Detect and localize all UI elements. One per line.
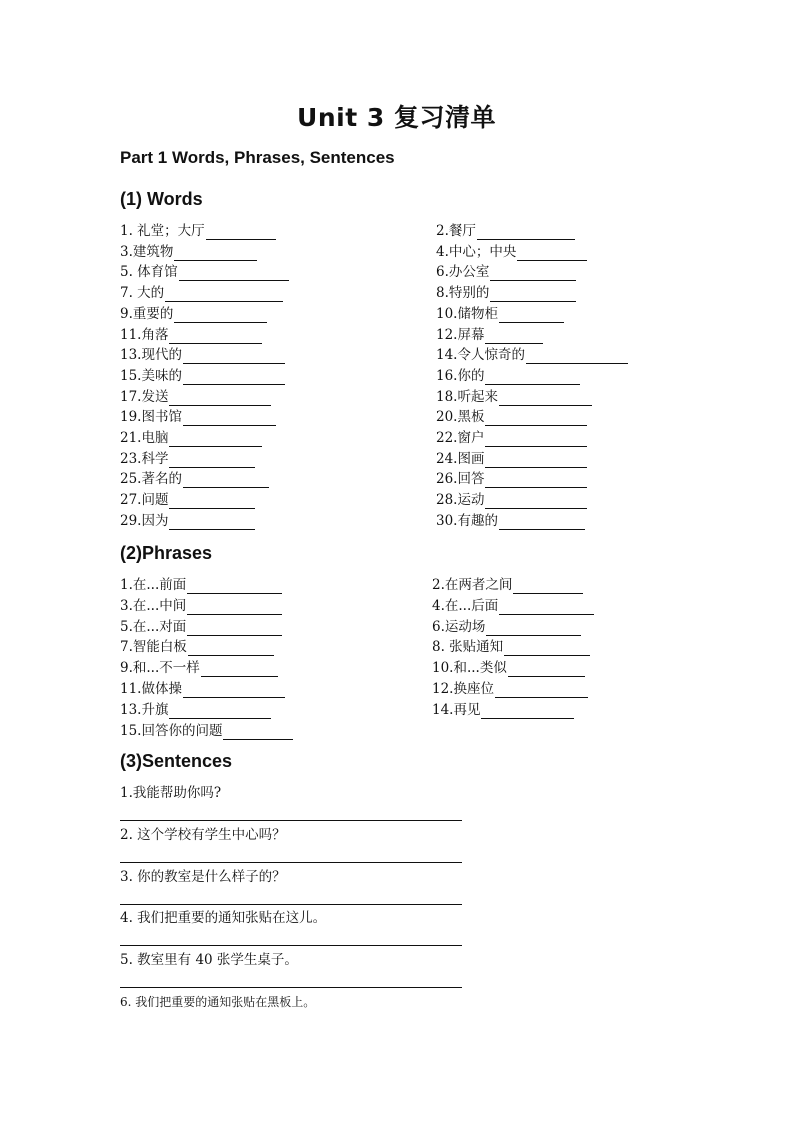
answer-blank[interactable] xyxy=(504,641,590,656)
word-item xyxy=(436,470,587,488)
answer-blank[interactable] xyxy=(485,329,543,344)
answer-blank[interactable] xyxy=(183,473,269,488)
word-item xyxy=(436,512,585,530)
word-item xyxy=(436,388,592,406)
part-heading: Part 1 Words, Phrases, Sentences xyxy=(120,148,395,167)
word-item xyxy=(436,305,564,323)
answer-blank[interactable] xyxy=(169,515,255,530)
phrases-heading: (2)Phrases xyxy=(120,543,213,563)
answer-blank[interactable] xyxy=(499,391,592,406)
word-item xyxy=(120,305,267,323)
answer-blank[interactable] xyxy=(183,370,285,385)
phrase-label: 4.在...后面 xyxy=(432,597,499,614)
answer-blank[interactable] xyxy=(485,411,587,426)
phrase-item xyxy=(120,680,285,698)
answer-blank[interactable] xyxy=(517,246,587,261)
phrase-item xyxy=(120,597,282,615)
answer-blank[interactable] xyxy=(477,225,575,240)
word-item xyxy=(120,367,285,385)
answer-blank[interactable] xyxy=(183,349,285,364)
phrase-label: 11.做体操 xyxy=(120,681,182,697)
answer-blank[interactable] xyxy=(485,432,587,447)
answer-blank[interactable] xyxy=(499,515,585,530)
word-label: 29.因为 xyxy=(120,512,169,529)
word-label: 25.著名的 xyxy=(120,471,182,488)
word-item xyxy=(120,222,276,240)
answer-blank[interactable] xyxy=(169,432,262,447)
answer-blank[interactable] xyxy=(485,453,587,468)
answer-blank[interactable] xyxy=(169,329,262,344)
answer-blank[interactable] xyxy=(495,683,588,698)
answer-blank[interactable] xyxy=(174,246,257,261)
word-label: 12.屏幕 xyxy=(436,326,485,343)
word-item xyxy=(436,263,576,281)
answer-blank[interactable] xyxy=(485,370,580,385)
answer-blank[interactable] xyxy=(169,391,271,406)
phrase-label: 13.升旗 xyxy=(120,701,169,718)
answer-blank[interactable] xyxy=(187,600,282,615)
word-label: 8.特别的 xyxy=(436,285,490,302)
word-item xyxy=(436,326,543,344)
answer-blank[interactable] xyxy=(513,579,583,594)
answer-blank[interactable] xyxy=(169,704,271,719)
word-label: 18.听起来 xyxy=(436,388,498,405)
answer-blank[interactable] xyxy=(490,287,576,302)
phrase-item xyxy=(432,701,574,719)
word-label: 10.储物柜 xyxy=(436,305,498,322)
phrase-label: 5.在...对面 xyxy=(120,618,187,635)
answer-blank[interactable] xyxy=(174,308,267,323)
phrase-label: 2.在两者之间 xyxy=(432,577,513,593)
answer-blank[interactable] xyxy=(187,579,282,594)
phrase-label: 14.再见 xyxy=(432,701,481,718)
phrase-item xyxy=(432,597,594,615)
phrase-item xyxy=(432,638,590,656)
word-item xyxy=(436,450,587,468)
word-label: 13.现代的 xyxy=(120,347,182,364)
phrase-item xyxy=(120,638,274,656)
word-label: 15.美味的 xyxy=(120,367,182,384)
answer-line[interactable] xyxy=(120,904,462,905)
page-title: Unit 3 复习清单 xyxy=(297,103,496,132)
phrase-label: 6.运动场 xyxy=(432,618,486,635)
answer-blank[interactable] xyxy=(508,662,585,677)
phrase-item xyxy=(120,722,293,740)
answer-blank[interactable] xyxy=(490,266,576,281)
word-item xyxy=(120,429,262,447)
sentence-prompt: 5. 教室里有 40 张学生桌子。 xyxy=(120,952,298,968)
answer-blank[interactable] xyxy=(188,641,274,656)
phrase-item xyxy=(432,680,588,698)
word-label: 21.电脑 xyxy=(120,430,169,446)
word-item xyxy=(120,450,255,468)
phrase-item xyxy=(432,618,581,636)
answer-blank[interactable] xyxy=(179,266,289,281)
word-item xyxy=(120,512,255,530)
word-item xyxy=(120,346,285,364)
word-label: 11.角落 xyxy=(120,326,169,343)
word-item xyxy=(436,346,628,364)
word-label: 6.办公室 xyxy=(436,264,490,281)
answer-blank[interactable] xyxy=(165,287,283,302)
sentence-prompt: 6. 我们把重要的通知张贴在黑板上。 xyxy=(120,995,316,1009)
words-heading: (1) Words xyxy=(120,189,203,209)
word-label: 24.图画 xyxy=(436,450,485,467)
word-label: 7. 大的 xyxy=(120,285,165,302)
answer-blank[interactable] xyxy=(183,683,285,698)
word-label: 22.窗户 xyxy=(436,430,485,446)
phrase-label: 7.智能白板 xyxy=(120,639,187,656)
answer-blank[interactable] xyxy=(485,473,587,488)
word-item xyxy=(120,243,257,261)
answer-blank[interactable] xyxy=(486,621,581,636)
word-label: 4.中心；中央 xyxy=(436,243,517,260)
word-label: 2.餐厅 xyxy=(436,223,476,239)
word-item xyxy=(120,470,269,488)
phrase-item xyxy=(432,659,585,677)
word-label: 3.建筑物 xyxy=(120,243,174,260)
word-label: 1. 礼堂；大厅 xyxy=(120,223,205,239)
word-item xyxy=(120,326,262,344)
phrase-label: 12.换座位 xyxy=(432,681,494,697)
word-item xyxy=(436,491,587,509)
phrase-label: 9.和...不一样 xyxy=(120,660,200,677)
answer-blank[interactable] xyxy=(485,494,587,509)
phrase-label: 15.回答你的问题 xyxy=(120,722,223,739)
answer-blank[interactable] xyxy=(481,704,574,719)
word-label: 9.重要的 xyxy=(120,305,174,322)
phrase-item xyxy=(120,576,282,594)
answer-blank[interactable] xyxy=(223,725,293,740)
word-item xyxy=(120,388,271,406)
phrase-item xyxy=(120,659,278,677)
answer-line[interactable] xyxy=(120,820,462,821)
answer-blank[interactable] xyxy=(183,411,276,426)
word-label: 28.运动 xyxy=(436,492,485,509)
word-label: 19.图书馆 xyxy=(120,409,182,426)
answer-blank[interactable] xyxy=(187,621,282,636)
word-label: 20.黑板 xyxy=(436,409,485,426)
answer-blank[interactable] xyxy=(499,600,594,615)
answer-blank[interactable] xyxy=(201,662,278,677)
answer-line[interactable] xyxy=(120,987,462,988)
sentence-prompt: 4. 我们把重要的通知张贴在这儿。 xyxy=(120,910,327,926)
word-item xyxy=(436,243,587,261)
phrase-label: 8. 张贴通知 xyxy=(432,639,504,656)
word-label: 17.发送 xyxy=(120,388,169,405)
word-label: 5. 体育馆 xyxy=(120,264,178,281)
word-item xyxy=(120,284,283,302)
word-item xyxy=(436,408,587,426)
word-item xyxy=(120,263,289,281)
word-item xyxy=(120,408,276,426)
word-label: 26.回答 xyxy=(436,471,485,488)
word-label: 23.科学 xyxy=(120,450,169,467)
phrase-label: 3.在...中间 xyxy=(120,597,187,614)
sentences-heading: (3)Sentences xyxy=(120,751,233,771)
word-label: 14.令人惊奇的 xyxy=(436,347,525,364)
word-label: 27.问题 xyxy=(120,492,169,509)
phrase-label: 1.在...前面 xyxy=(120,577,187,593)
answer-blank[interactable] xyxy=(206,225,276,240)
sentence-prompt: 2. 这个学校有学生中心吗？ xyxy=(120,827,286,843)
phrase-item xyxy=(120,618,282,636)
sentence-prompt: 3. 你的教室是什么样子的？ xyxy=(120,869,286,885)
word-item xyxy=(436,429,587,447)
answer-line[interactable] xyxy=(120,945,462,946)
sentence-prompt: 1.我能帮助你吗? xyxy=(120,785,222,801)
answer-blank[interactable] xyxy=(169,494,255,509)
phrase-item xyxy=(432,576,583,594)
answer-blank[interactable] xyxy=(169,453,255,468)
word-item xyxy=(120,491,255,509)
phrase-item xyxy=(120,701,271,719)
phrase-label: 10.和...类似 xyxy=(432,660,507,677)
word-item xyxy=(436,222,575,240)
answer-blank[interactable] xyxy=(526,349,628,364)
word-item xyxy=(436,367,580,385)
word-label: 16.你的 xyxy=(436,367,485,384)
word-item xyxy=(436,284,576,302)
answer-line[interactable] xyxy=(120,862,462,863)
word-label: 30.有趣的 xyxy=(436,512,498,529)
answer-blank[interactable] xyxy=(499,308,564,323)
